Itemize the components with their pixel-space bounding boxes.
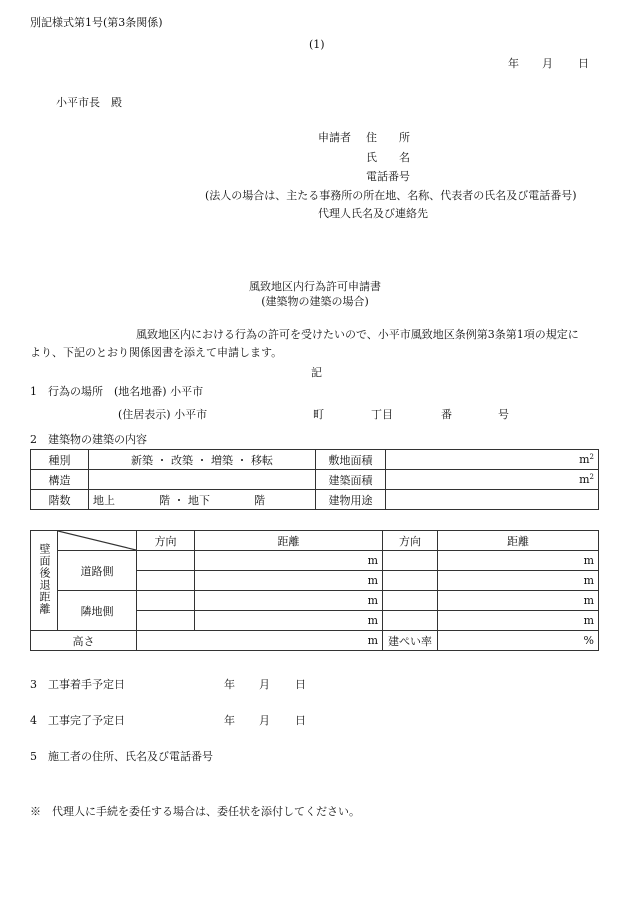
coverage-field[interactable]: % bbox=[438, 631, 599, 651]
applicant-label: 申請者 bbox=[318, 131, 351, 144]
distance-field[interactable]: m bbox=[195, 551, 383, 571]
distance-field[interactable]: m bbox=[195, 571, 383, 591]
distance-header: 距離 bbox=[438, 531, 599, 551]
direction-field[interactable] bbox=[383, 571, 438, 591]
direction-field[interactable] bbox=[383, 591, 438, 611]
floors-field[interactable]: 地上 階 ・ 地下 階 bbox=[89, 490, 316, 510]
item4-day: 日 bbox=[295, 714, 306, 727]
item4-year: 年 bbox=[224, 714, 235, 727]
agent-label: 代理人氏名及び連絡先 bbox=[318, 207, 428, 220]
height-field[interactable]: m bbox=[137, 631, 383, 651]
distance-field[interactable]: m bbox=[438, 571, 599, 591]
structure-label: 構造 bbox=[31, 470, 89, 490]
use-label: 建物用途 bbox=[316, 490, 386, 510]
site-area-field[interactable] bbox=[386, 450, 599, 470]
item1-machi: 町 bbox=[313, 408, 324, 421]
height-label: 高さ bbox=[31, 631, 137, 651]
date-year-label: 年 bbox=[508, 57, 519, 70]
table-row bbox=[31, 591, 599, 611]
kind-label: 種別 bbox=[31, 450, 89, 470]
table-row bbox=[31, 531, 599, 551]
item1-ban: 番 bbox=[441, 408, 452, 421]
floors-label: 階数 bbox=[31, 490, 89, 510]
building-details-table bbox=[30, 449, 599, 510]
document-title: 風致地区内行為許可申請書 bbox=[249, 280, 381, 293]
area-unit: m bbox=[579, 453, 590, 466]
distance-field[interactable]: m bbox=[438, 611, 599, 631]
form-label: 別記様式第1号(第3条関係) bbox=[30, 16, 163, 29]
item2-label: 2 建築物の建築の内容 bbox=[30, 433, 147, 446]
ki-label: 記 bbox=[311, 366, 322, 379]
body-line-2: より、下記のとおり関係図書を添えて申請します。 bbox=[30, 346, 283, 359]
item4-month: 月 bbox=[259, 714, 270, 727]
table-row bbox=[31, 470, 599, 490]
item1-label: 1 行為の場所 (地名地番) 小平市 bbox=[30, 385, 204, 398]
site-area-label: 敷地面積 bbox=[316, 450, 386, 470]
distance-header: 距離 bbox=[195, 531, 383, 551]
item4-label: 4 工事完了予定日 bbox=[30, 714, 125, 727]
table-row bbox=[31, 631, 599, 651]
area-unit: m bbox=[579, 473, 590, 486]
addressee: 小平市長 殿 bbox=[56, 96, 122, 109]
direction-field[interactable] bbox=[137, 551, 195, 571]
road-side-label: 道路側 bbox=[58, 551, 137, 591]
direction-field[interactable] bbox=[137, 611, 195, 631]
item1-residence-label: (住居表示) 小平市 bbox=[118, 408, 208, 421]
neighbor-side-label: 隣地側 bbox=[58, 591, 137, 631]
body-line-1: 風致地区内における行為の許可を受けたいので、小平市風致地区条例第3条第1項の規定に bbox=[136, 328, 579, 341]
area-superscript: 2 bbox=[589, 453, 594, 461]
direction-field[interactable] bbox=[383, 611, 438, 631]
name-label: 氏 名 bbox=[366, 151, 410, 164]
table-row bbox=[31, 551, 599, 571]
diagonal-header-cell bbox=[58, 531, 137, 551]
footnote: ※ 代理人に手続を委任する場合は、委任状を添付してください。 bbox=[30, 805, 360, 818]
distance-field[interactable]: m bbox=[438, 551, 599, 571]
item1-go: 号 bbox=[498, 408, 509, 421]
direction-field[interactable] bbox=[383, 551, 438, 571]
setback-side-label: 壁面後退距離 bbox=[31, 531, 58, 631]
structure-field[interactable] bbox=[89, 470, 316, 490]
area-superscript: 2 bbox=[589, 473, 594, 481]
setback-table bbox=[30, 530, 599, 651]
use-field[interactable] bbox=[386, 490, 599, 510]
distance-field[interactable]: m bbox=[195, 591, 383, 611]
direction-header: 方向 bbox=[137, 531, 195, 551]
address-label: 住 所 bbox=[366, 131, 410, 144]
item3-label: 3 工事着手予定日 bbox=[30, 678, 125, 691]
item5-label: 5 施工者の住所、氏名及び電話番号 bbox=[30, 750, 213, 763]
document-subtitle: (建築物の建築の場合) bbox=[261, 295, 369, 308]
phone-label: 電話番号 bbox=[366, 170, 410, 183]
table-row bbox=[31, 450, 599, 470]
coverage-label: 建ぺい率 bbox=[383, 631, 438, 651]
distance-field[interactable]: m bbox=[438, 591, 599, 611]
form-number: (1) bbox=[309, 38, 325, 51]
direction-field[interactable] bbox=[137, 591, 195, 611]
direction-header: 方向 bbox=[383, 531, 438, 551]
item1-chome: 丁目 bbox=[371, 408, 393, 421]
item3-year: 年 bbox=[224, 678, 235, 691]
corporate-note: (法人の場合は、主たる事務所の所在地、名称、代表者の氏名及び電話番号) bbox=[205, 189, 577, 202]
direction-field[interactable] bbox=[137, 571, 195, 591]
building-area-label: 建築面積 bbox=[316, 470, 386, 490]
date-month-label: 月 bbox=[542, 57, 553, 70]
kind-options[interactable]: 新築 ・ 改築 ・ 増築 ・ 移転 bbox=[89, 450, 316, 470]
item3-month: 月 bbox=[259, 678, 270, 691]
building-area-field[interactable] bbox=[386, 470, 599, 490]
date-day-label: 日 bbox=[578, 57, 589, 70]
table-row bbox=[31, 490, 599, 510]
item3-day: 日 bbox=[295, 678, 306, 691]
distance-field[interactable]: m bbox=[195, 611, 383, 631]
